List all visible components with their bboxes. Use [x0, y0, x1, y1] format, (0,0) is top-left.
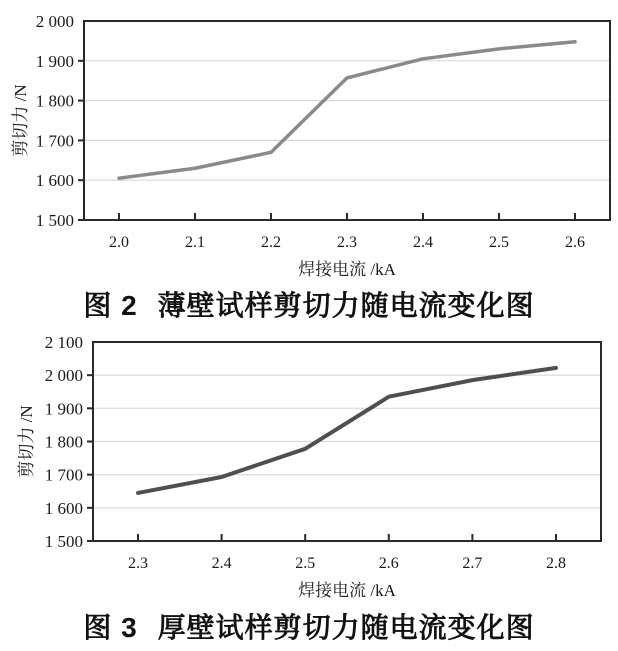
- y-tick-label: 1 700: [35, 131, 74, 151]
- x-tick-label: 2.6: [565, 234, 585, 251]
- x-tick-label: 2.8: [546, 555, 566, 572]
- thin-wall-shear-force-chart: [0, 0, 618, 282]
- y-tick-label: 2 000: [44, 366, 83, 386]
- figure-2-caption-number: 图 2: [83, 290, 138, 321]
- y-tick-label: 1 700: [44, 465, 83, 485]
- y-tick-label: 1 900: [35, 51, 74, 71]
- figure-3-caption-text: 厚壁试样剪切力随电流变化图: [157, 611, 535, 643]
- y-tick-label: 1 500: [35, 211, 74, 230]
- y-tick-label: 2 100: [44, 333, 83, 352]
- figure-2-caption-text: 薄壁试样剪切力随电流变化图: [157, 290, 535, 321]
- plot-border: [84, 21, 610, 220]
- y-tick-label: 2 000: [35, 12, 74, 31]
- x-tick-label: 2.3: [128, 555, 148, 572]
- x-axis-title: 焊接电流 /kA: [298, 260, 396, 279]
- x-tick-label: 2.4: [413, 234, 433, 251]
- y-tick-label: 1 600: [35, 171, 74, 191]
- figure-3-thick-wall: [0, 330, 618, 651]
- x-tick-label: 2.6: [378, 555, 399, 572]
- y-tick-label: 1 800: [35, 91, 74, 111]
- thick-wall-shear-force-chart: [0, 330, 618, 604]
- x-tick-label: 2.7: [462, 555, 483, 572]
- figure-3-caption: [0, 604, 618, 651]
- y-tick-label: 1 600: [44, 498, 83, 518]
- data-line: [119, 42, 575, 179]
- y-axis-title: 剪切力 /N: [17, 405, 36, 478]
- figure-3-caption-number: 图 3: [83, 611, 138, 643]
- y-axis-title: 剪切力 /N: [11, 84, 30, 157]
- x-tick-label: 2.5: [295, 555, 316, 572]
- y-tick-label: 1 500: [44, 532, 83, 551]
- y-tick-label: 1 800: [44, 432, 83, 452]
- figure-2-caption: [0, 282, 618, 330]
- x-tick-label: 2.2: [261, 234, 281, 251]
- x-tick-label: 2.5: [489, 234, 509, 251]
- x-tick-label: 2.4: [211, 555, 232, 572]
- x-tick-label: 2.3: [337, 234, 357, 251]
- x-tick-label: 2.0: [109, 234, 129, 251]
- x-axis-title: 焊接电流 /kA: [298, 581, 396, 600]
- x-tick-label: 2.1: [185, 234, 205, 251]
- y-tick-label: 1 900: [44, 399, 83, 419]
